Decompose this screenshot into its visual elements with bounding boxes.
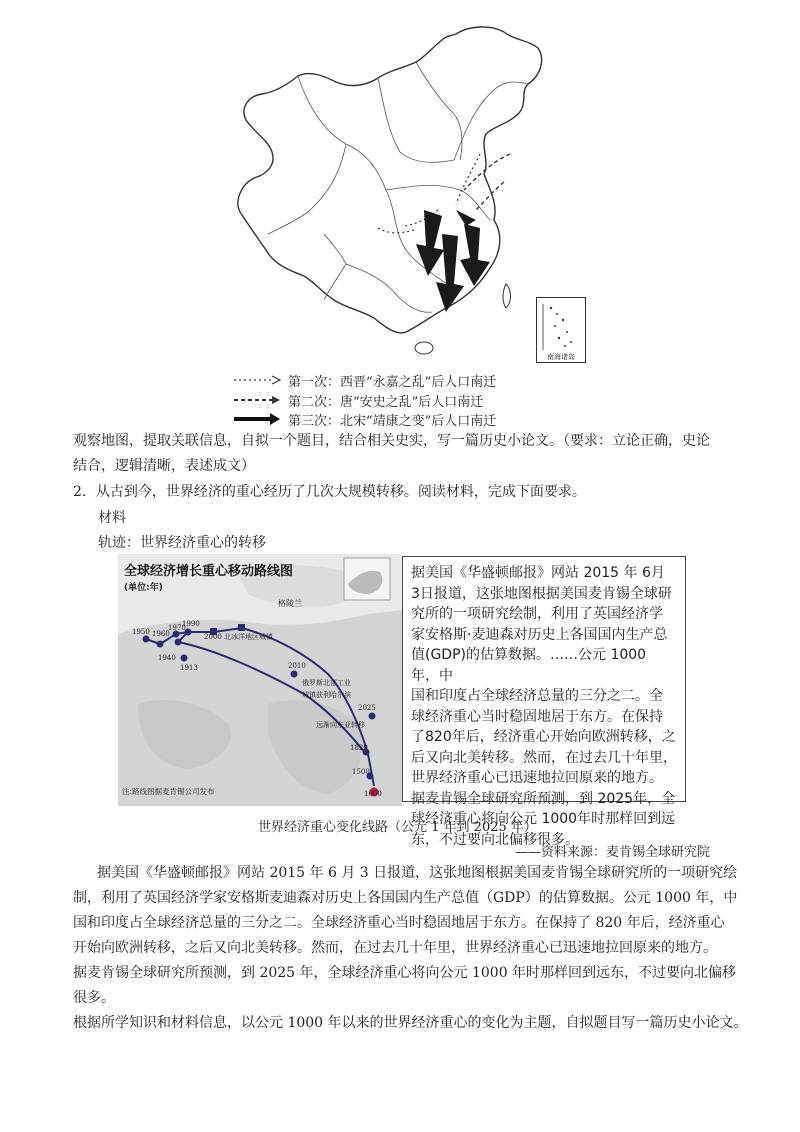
para-line-5: 据麦肯锡全球研究所预测，到 2025 年，全球经济重心将向公元 1000 年时那样回到远东，不过要向北偏移 [73, 965, 737, 981]
para-line-1: 据美国《华盛顿邮报》网站 2015 年 6 月 3 日报道，这张地图根据美国麦肯锡全球研究所的一项研究绘 [97, 865, 738, 881]
dotted-arrow-icon [232, 374, 282, 386]
map-note-2025: 2025 [358, 704, 376, 712]
q2-prompt: 2．从古到今，世界经济的重心经历了几次大规模转移。阅读材料，完成下面要求。 [73, 484, 586, 500]
legend-third-text: 第三次：北宋“靖康之变”后人口南迁 [288, 414, 497, 429]
map-note-russia: 俄罗斯北部工业 [302, 679, 351, 687]
map-note-2000: 2000 北冰洋地区城镇 [204, 633, 274, 641]
year-1820: 1820 [350, 744, 368, 752]
map-greenland: 格陵兰 [278, 599, 302, 608]
year-1950: 1950 [132, 628, 150, 636]
box-line: 家安格斯·麦迪森对历史上各国国内生产总 [411, 626, 668, 643]
box-line: 后又向北美转移。然而，在过去几十年里， [411, 749, 677, 766]
map-caption: 世界经济重心变化线路（公元 1 年到 2025 年） [258, 820, 537, 835]
para-line-6: 很多。 [73, 990, 115, 1006]
map-title: 全球经济增长重心移动路线图 [124, 564, 294, 579]
q1-line-2: 结合，逻辑清晰，表述成文） [73, 458, 255, 474]
q1-line-1: 观察地图，提取关联信息，自拟一个题目，结合相关史实，写一篇历史小论文。（要求：立论正确，史论 [73, 433, 710, 449]
legend-second-text: 第二次：唐“安史之乱”后人口南迁 [288, 395, 484, 410]
para-line-4: 开始向欧洲转移，之后又向北美转移。然而，在过去几十年里，世界经济重心已迅速地拉回原来的地方。 [73, 940, 717, 956]
box-line: 据麦肯锡全球研究所预测，到 2025年，全 [411, 790, 676, 807]
box-line: 3日报道，这张地图根据美国麦肯锡全球研 [411, 585, 672, 602]
box-line: 球经济重心当时稳固地居于东方。在保持 [411, 708, 663, 725]
thick-arrow-icon [232, 413, 282, 425]
year-1913: 1913 [180, 664, 198, 672]
para-line-3: 国和印度占全球经济总量的三分之二。全球经济重心当时稳固地居于东方。在保持了 820 年后，经济重心 [73, 915, 725, 931]
china-migration-map [228, 14, 588, 364]
box-line: 了820年后，经济重心开始向欧洲转移，之 [411, 729, 676, 745]
box-line: 东，不过要向北偏移很多。 [411, 831, 579, 848]
year-1960: 1960 [152, 630, 170, 638]
map-note-harbin: 城镇获利哈尔滨 [302, 691, 351, 699]
year-1970: 1970 [168, 624, 186, 632]
box-line: 究所的一项研究绘制，利用了英国经济学 [411, 606, 663, 622]
box-line: 据美国《华盛顿邮报》网站 2015 年 6月 [411, 565, 665, 581]
box-line: 世界经济重心已迅速地拉回原来的地方。 [411, 770, 663, 786]
year-1000: 1000 [364, 790, 382, 798]
report-textbox [402, 556, 686, 848]
legend-first-text: 第一次：西晋“永嘉之乱”后人口南迁 [288, 375, 497, 390]
inset-label: 南海诸岛 [547, 353, 575, 361]
year-1990: 1990 [182, 620, 200, 628]
map-unit: (单位:年) [124, 583, 163, 593]
box-line: 值(GDP)的估算数据。……公元 1000 年，中 [411, 647, 647, 684]
map-note-eastasia: 远渐向东亚转移 [316, 721, 365, 729]
dashed-arrow-icon [232, 394, 282, 406]
para-line-2: 制，利用了英国经济学家安格斯麦迪森对历史上各国国内生产总值（GDP）的估算数据。公元 1000 年，中 [73, 890, 738, 906]
box-line: 国和印度占全球经济总量的三分之二。全 [411, 688, 663, 704]
south-china-sea-inset [536, 297, 586, 363]
trajectory-label: 轨迹：世界经济重心的转移 [98, 535, 266, 551]
year-1940: 1940 [158, 654, 176, 662]
final-instruction: 根据所学知识和材料信息，以公元 1000 年以来的世界经济重心的变化为主题，自拟题目写一篇历史小论文。 [73, 1015, 748, 1031]
material-source: ——资料来源：麦肯锡全球研究院 [515, 845, 711, 860]
box-line: 球经济重心将向公元 1000年时那样回到远 [411, 811, 676, 827]
map-note-2010: 2010 [288, 662, 306, 670]
china-outline [238, 27, 542, 333]
map-source: 注:路线图据麦肯锡公司发布 [122, 787, 215, 796]
material-label: 材料 [98, 510, 126, 526]
year-1500: 1500 [352, 768, 370, 776]
